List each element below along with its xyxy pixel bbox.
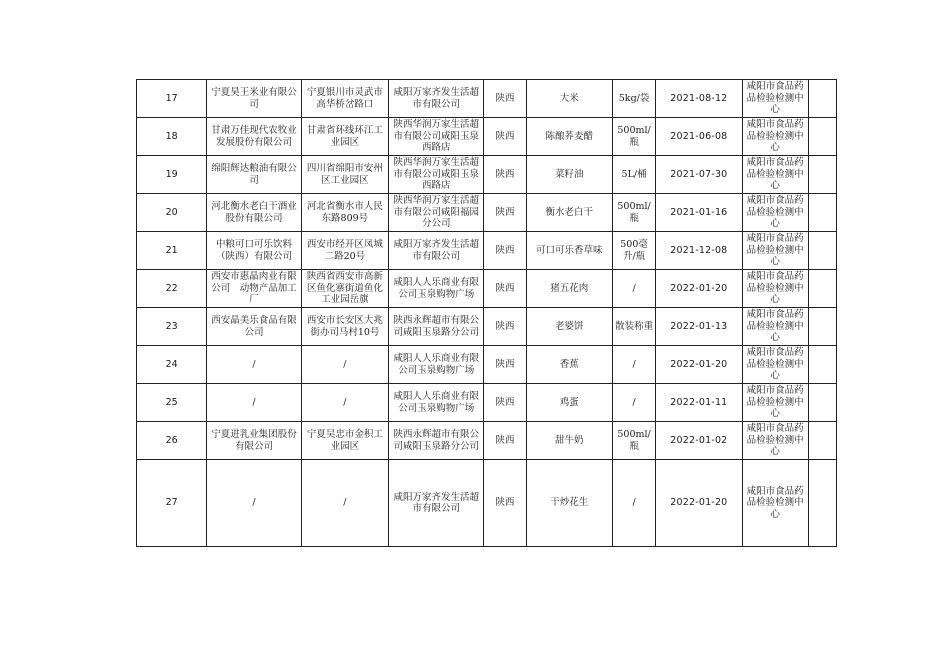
testing-institution-cell: 咸阳市食品药品检验检测中心 — [742, 346, 808, 384]
remarks-cell — [808, 270, 836, 308]
sampled-unit-cell: 咸阳万家齐发生活超市有限公司 — [389, 80, 484, 118]
production-date-cell: 2021-01-16 — [656, 194, 742, 232]
province-cell: 陕西 — [484, 232, 526, 270]
province-cell: 陕西 — [484, 422, 526, 460]
product-name-cell: 菜籽油 — [526, 156, 612, 194]
testing-institution-cell: 咸阳市食品药品检验检测中心 — [742, 384, 808, 422]
specification-cell: 500ml/瓶 — [612, 422, 655, 460]
province-cell: 陕西 — [484, 384, 526, 422]
remarks-cell — [808, 460, 836, 547]
serial-number-cell: 27 — [137, 460, 207, 547]
testing-institution-cell: 咸阳市食品药品检验检测中心 — [742, 194, 808, 232]
producer-address-cell: 河北省衡水市人民东路809号 — [301, 194, 388, 232]
sampled-unit-cell: 陕西华润万家生活超市有限公司咸阳福园分公司 — [389, 194, 484, 232]
remarks-cell — [808, 422, 836, 460]
testing-institution-cell: 咸阳市食品药品检验检测中心 — [742, 270, 808, 308]
specification-cell: / — [612, 270, 655, 308]
producer-name-cell: 河北衡水老白干酒业股份有限公司 — [207, 194, 301, 232]
remarks-cell — [808, 80, 836, 118]
producer-address-cell: 宁夏银川市灵武市高华桥岔路口 — [301, 80, 388, 118]
specification-cell: / — [612, 460, 655, 547]
producer-address-cell: 宁夏吴忠市金积工业园区 — [301, 422, 388, 460]
table-row — [137, 308, 837, 346]
testing-institution-cell: 咸阳市食品药品检验检测中心 — [742, 232, 808, 270]
producer-name-cell: / — [207, 460, 301, 547]
specification-cell: 散装称重 — [612, 308, 655, 346]
producer-name-cell: 甘肃万佳现代农牧业发展股份有限公司 — [207, 118, 301, 156]
producer-address-cell: 陕西省西安市高新区鱼化寨街道鱼化工业园岳旗 — [301, 270, 388, 308]
testing-institution-cell: 咸阳市食品药品检验检测中心 — [742, 118, 808, 156]
producer-address-cell: 西安市长安区大兆街办司马村10号 — [301, 308, 388, 346]
table-row — [137, 270, 837, 308]
table-row — [137, 232, 837, 270]
specification-cell: 500ml/瓶 — [612, 118, 655, 156]
serial-number-cell: 25 — [137, 384, 207, 422]
remarks-cell — [808, 308, 836, 346]
remarks-cell — [808, 156, 836, 194]
remarks-cell — [808, 346, 836, 384]
production-date-cell: 2021-12-08 — [656, 232, 742, 270]
production-date-cell: 2022-01-20 — [656, 460, 742, 547]
product-name-cell: 衡水老白干 — [526, 194, 612, 232]
serial-number-cell: 26 — [137, 422, 207, 460]
product-name-cell: 猪五花肉 — [526, 270, 612, 308]
production-date-cell: 2022-01-20 — [656, 346, 742, 384]
province-cell: 陕西 — [484, 270, 526, 308]
producer-address-cell: 四川省绵阳市安州区工业园区 — [301, 156, 388, 194]
producer-address-cell: / — [301, 346, 388, 384]
serial-number-cell: 22 — [137, 270, 207, 308]
province-cell: 陕西 — [484, 156, 526, 194]
product-name-cell: 干炒花生 — [526, 460, 612, 547]
product-name-cell: 大米 — [526, 80, 612, 118]
producer-name-cell: 宁夏昊王米业有限公司 — [207, 80, 301, 118]
remarks-cell — [808, 118, 836, 156]
sampled-unit-cell: 咸阳人人乐商业有限公司玉泉购物广场 — [389, 384, 484, 422]
sampled-unit-cell: 咸阳万家齐发生活超市有限公司 — [389, 460, 484, 547]
table-row — [137, 156, 837, 194]
producer-name-cell: / — [207, 384, 301, 422]
testing-institution-cell: 咸阳市食品药品检验检测中心 — [742, 460, 808, 547]
sampled-unit-cell: 陕西华润万家生活超市有限公司咸阳玉泉西路店 — [389, 118, 484, 156]
producer-name-cell: 绵阳辉达粮油有限公司 — [207, 156, 301, 194]
table-row — [137, 346, 837, 384]
serial-number-cell: 24 — [137, 346, 207, 384]
serial-number-cell: 21 — [137, 232, 207, 270]
producer-name-cell: 西安晶美乐食品有限公司 — [207, 308, 301, 346]
product-name-cell: 可口可乐香草味 — [526, 232, 612, 270]
inspection-results-table — [136, 79, 837, 547]
province-cell: 陕西 — [484, 308, 526, 346]
serial-number-cell: 19 — [137, 156, 207, 194]
production-date-cell: 2021-08-12 — [656, 80, 742, 118]
table-row — [137, 384, 837, 422]
table-row — [137, 194, 837, 232]
producer-address-cell: / — [301, 384, 388, 422]
remarks-cell — [808, 384, 836, 422]
sampled-unit-cell: 咸阳人人乐商业有限公司玉泉购物广场 — [389, 346, 484, 384]
specification-cell: 5kg/袋 — [612, 80, 655, 118]
sampled-unit-cell: 陕西华润万家生活超市有限公司咸阳玉泉西路店 — [389, 156, 484, 194]
product-name-cell: 鸡蛋 — [526, 384, 612, 422]
table-row — [137, 118, 837, 156]
product-name-cell: 甜牛奶 — [526, 422, 612, 460]
product-name-cell: 陈酿荞麦醋 — [526, 118, 612, 156]
testing-institution-cell: 咸阳市食品药品检验检测中心 — [742, 422, 808, 460]
producer-address-cell: 西安市经开区凤城二路20号 — [301, 232, 388, 270]
producer-address-cell: 甘肃省环线环江工业园区 — [301, 118, 388, 156]
remarks-cell — [808, 194, 836, 232]
product-name-cell: 老婆饼 — [526, 308, 612, 346]
sampled-unit-cell: 陕西永辉超市有限公司咸阳玉泉路分公司 — [389, 308, 484, 346]
testing-institution-cell: 咸阳市食品药品检验检测中心 — [742, 80, 808, 118]
producer-name-cell: 宁夏进乳业集团股份有限公司 — [207, 422, 301, 460]
production-date-cell: 2022-01-20 — [656, 270, 742, 308]
province-cell: 陕西 — [484, 194, 526, 232]
production-date-cell: 2021-07-30 — [656, 156, 742, 194]
province-cell: 陕西 — [484, 346, 526, 384]
table-body — [137, 80, 837, 547]
producer-name-cell: 中粮可口可乐饮料（陕西）有限公司 — [207, 232, 301, 270]
remarks-cell — [808, 232, 836, 270]
production-date-cell: 2022-01-11 — [656, 384, 742, 422]
production-date-cell: 2022-01-02 — [656, 422, 742, 460]
specification-cell: 5L/桶 — [612, 156, 655, 194]
serial-number-cell: 23 — [137, 308, 207, 346]
sampled-unit-cell: 咸阳万家齐发生活超市有限公司 — [389, 232, 484, 270]
testing-institution-cell: 咸阳市食品药品检验检测中心 — [742, 308, 808, 346]
table-row — [137, 422, 837, 460]
producer-name-cell: / — [207, 346, 301, 384]
serial-number-cell: 17 — [137, 80, 207, 118]
producer-name-cell: 西安市惠晶肉业有限公司 动物产品加工厂 — [207, 270, 301, 308]
table-row — [137, 460, 837, 547]
product-name-cell: 香蕉 — [526, 346, 612, 384]
table-row — [137, 80, 837, 118]
province-cell: 陕西 — [484, 118, 526, 156]
province-cell: 陕西 — [484, 80, 526, 118]
testing-institution-cell: 咸阳市食品药品检验检测中心 — [742, 156, 808, 194]
production-date-cell: 2021-06-08 — [656, 118, 742, 156]
specification-cell: 500ml/瓶 — [612, 194, 655, 232]
specification-cell: / — [612, 384, 655, 422]
sampled-unit-cell: 咸阳人人乐商业有限公司玉泉购物广场 — [389, 270, 484, 308]
sampled-unit-cell: 陕西永辉超市有限公司咸阳玉泉路分公司 — [389, 422, 484, 460]
province-cell: 陕西 — [484, 460, 526, 547]
serial-number-cell: 20 — [137, 194, 207, 232]
serial-number-cell: 18 — [137, 118, 207, 156]
specification-cell: 500毫升/瓶 — [612, 232, 655, 270]
producer-address-cell: / — [301, 460, 388, 547]
production-date-cell: 2022-01-13 — [656, 308, 742, 346]
specification-cell: / — [612, 346, 655, 384]
